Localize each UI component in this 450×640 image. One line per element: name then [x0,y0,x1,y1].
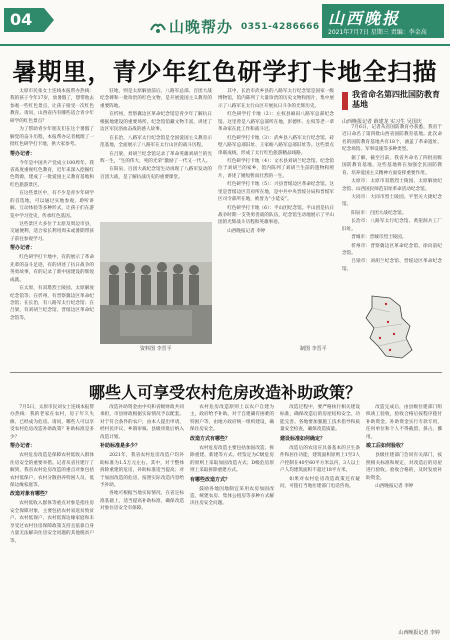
youth-group-photo [100,222,212,344]
paragraph: 为了帮助青少年朋友们在这个暑假了解党的奋斗历程，本报帮办记者梳理了一批红色研学打卡地，供大家参考。 [10,127,94,148]
story2-column-3 [190,404,274,630]
red-flag-marker [342,92,348,110]
story2-column-2 [100,404,184,630]
paragraph: 今年是中国共产党成立100周年。我省高度重视红色教育，近年来深入挖掘红色资源，建成了一批爱国主义教育基地和红色旅游景区。 [10,160,94,188]
side-story-author: 山西晚报记者 薛建龙 实习生 吴国庆 [342,119,422,125]
paragraph: 在这些景区中，有不少是青少年研学的首选地，可以通过实地参观、聆听讲解、互动体验等多种形式，让孩子们在游览中学习党史，传承红色基因。 [10,191,94,219]
page-header [0,0,450,42]
story2-credit: 山西晚报记者 李婷 [398,630,440,636]
subheading: 补助标准是多少？ [100,443,141,450]
map-caption: 制图 李晋平 [300,346,327,352]
paragraph: 吕梁市：刘胡兰纪念馆、晋绥边区革命纪念馆。 [342,259,442,272]
paragraph: 县级住建部门会同有关部门，按照相关标准和规定，对改造后的房屋进行验收。验收合格的，及时发放补助资金。 [366,453,442,481]
paragraph: 农村危房改造主要包括加固改造、拆除重建、新建等方式。经鉴定为C级危房的原则上采取加固改造方式；D级危房原则上采取拆除重建方式。 [190,445,274,474]
paragraph: 红色研学打卡地（2）：左权县麻田八路军总部纪念馆。这里曾是八路军总部所在地，彭德怀、左权等老一辈革命家在此工作和战斗过。 [218,112,334,133]
issue-date: 2021年7月7日 星期三 责编：李金高 [328,29,427,36]
paragraph: 其中，长治市武乡县的八路军太行纪念馆是国家一级博物馆，馆内陈列了大量珍贵的历史文物和图片，集中展示了八路军在太行山区开展抗日斗争的光辉历史。 [218,89,334,109]
paragraph: 阳泉市：百团大战纪念馆。 [351,210,407,216]
paragraph: 忻州市：晋察冀边区革命纪念馆、徐向前纪念馆。 [342,243,442,256]
paragraph: 改造过程中，要严格执行相关建设标准，确保改造后的房屋结构安全、功能完善。各地要加强施工技术指导和质量安全检查，确保改造质量。 [280,405,360,433]
paragraph: 长治市：八路军太行纪念馆、黄崖洞兵工厂旧址。 [342,219,442,232]
section-banner [150,16,320,37]
subheading: 建设标准如何确定？ [280,435,326,442]
paragraph: 驻地，则是太原解放前后。八路军总部、百团大战纪念碑和一批珍贵的红色文物，是开展爱国主义教育的重要阵地。 [100,89,212,109]
photo-caption: 资料图 李晋平 [140,346,172,352]
paragraph: 改造后的农房应具备基本的卫生条件和居住功能，建筑面积原则上1至3人户控制在40至60平方米以内，3人以上户人均建筑面积不超过18平方米。 [280,445,360,474]
paragraph: 鼓励各地因地制宜采用农房加固改造、统建农房、集体公租房等多种方式解决住房安全问题。 [190,486,274,507]
hands-icon [150,20,166,34]
paragraph: 山西晚报记者 李婷 [375,483,414,489]
paragraph: 各地可根据当地实际情况，在省定标准基础上，适当提高补助标准，确保改造对象住房安全有保障。 [100,491,184,512]
section-logo [150,16,233,37]
paragraph: 改造补助资金由中央和省级财政共同承担，市县财政根据实际情况予以配套。对于符合条件的农户，由本人提出申请，经村民评议、乡镇审核、县级审批后纳入改造计划。 [100,405,184,440]
section-divider [10,372,442,373]
paragraph: 红色研学打卡地中，有的展示了革命先辈的奋斗足迹，有的讲述了抗日战争的英勇故事，有的记录了新中国建设的辉煌成就。 [10,255,94,283]
paragraph: 据了解，截至目前，我省共命名了四批省级国防教育基地。这些基地将在加强全民国防教育、培养爱国主义精神方面发挥重要作用。 [342,155,442,176]
paragraph: 在吕梁，刘胡兰纪念馆记录了革命英雄刘胡兰的光辉一生，“生的伟大，死的光荣”激励了一代又一代人。 [100,151,212,164]
second-headline: 哪些人可享受农村危房改造补助政策？ [88,383,361,402]
paragraph: 红色研学打卡地（4）：文水县刘胡兰纪念馆。纪念馆位于刘胡兰的家乡，馆内陈列了刘胡兰生前的遗物和照片，讲述了她短暂而壮烈的一生。 [218,158,334,179]
paragraph: 晋城市：晋城市烈士陵园。 [351,235,407,241]
side-story-body [342,124,442,289]
side-story-header [342,90,442,110]
paragraph: 这些景区大多位于太原及周边市县，交通便利，适合家长利用周末或暑期带孩子前往参观学习。 [10,222,94,242]
subheading: 帮办记者： [10,150,36,157]
paragraph: 在阳泉，百团大战纪念馆生动再现了八路军发动的百团大战，是了解抗战历史的重要课堂。 [100,167,212,180]
paragraph: 农村危房改造原则上以农户自建为主，政府给予补助。对于自建确有困难的特困户等，由地方政府统一组织建设，确保住房安全。 [190,405,274,433]
subheading: 帮办记者： [10,245,36,252]
header-divider [0,44,450,46]
subheading: 有哪些改造方式？ [190,476,231,483]
paragraph: 2021年，我省农村危房改造户均补助标准为1.5万元左右。其中，对于整体拆除重建的危房，补助标准适当提高；对于加固改造的危房，按照实际改造内容给予补助。 [100,453,184,488]
paragraph: 太原市民张女士连线本报帮办热线：我的孩子今年17岁，放暑假了，想带他去参观一些红色景点，让孩子接受一次红色教育。请问，山西省内有哪些适合青少年研学的红色景点？ [10,89,94,124]
subheading: 帮办记者： [10,443,36,450]
paragraph: 红色研学打卡地（6）：平山团纪念馆。平山团是抗日战争时期一支英勇善战的队伍，纪念馆生动地展示了平山团的光辉战斗历程和英雄事迹。 [218,205,334,226]
paragraph: 在忻州，晋察冀边区革命纪念馆是青少年了解抗日根据地建设的重要场所。纪念馆馆藏文物丰富，讲述了边区军民浴血奋战的感人故事。 [100,112,212,133]
paragraph: 在太原，有双塔烈士陵园、太原解放纪念馆等；在忻州，有晋察冀边区革命纪念馆；在长治，有八路军太行纪念馆；在吕梁，有刘胡兰纪念馆、晋绥边区革命纪念馆等。 [10,286,94,321]
paragraph: 山西晚报记者 李婷 [227,228,266,234]
side-story-title: 我省命名第四批国防教育基地 [352,90,440,109]
paragraph: 大同市：大同市烈士陵园、平型关大捷纪念馆。 [342,194,442,208]
paragraph: 红色研学打卡地（3）：武乡县八路军太行纪念馆、砖壁八路军总部旧址、王家峪八路军总部旧址等。这些景点串联成线，形成了太行红色旅游精品线路。 [218,135,334,156]
hotline-number: 0351-4286666 [241,21,320,32]
paragraph: 改造完成后，由县级住建部门组织竣工验收，验收合格后按程序拨付补助资金。补助资金实行专款专用，任何单位和个人不得截留、挤占、挪用。 [366,405,442,440]
paragraph: 农村危房改造是保障农村低收入群体住房安全的重要举措。记者从省住建厅了解到，我省农村危房改造的重点对象包括农村低保户、农村分散供养特困人员、低保边缘家庭等。 [10,453,94,488]
paragraph: 如果对农村危房改造政策还有疑问，可拨打当地住建部门电话咨询。 [280,476,360,489]
shanxi-province-map [342,294,442,360]
paragraph: 太原市：太原市双塔烈士陵园、太原解放纪念馆、山西国民师范旧址革命活动纪念馆。 [342,179,442,192]
story2-column-1 [10,404,94,630]
newspaper-masthead [322,4,444,38]
subheading: 改造方式有哪些？ [190,435,231,442]
paragraph: 红色研学打卡地（5）：兴县晋绥边区革命纪念馆。这里是晋绥边区首府所在地，是中共中央晋绥分局和晋绥军区司令部所在地，被誉为“小延安”。 [218,182,334,203]
paragraph: 7月6日，记者从省国防教育办获悉，我省于近日命名了第四批山西省国防教育基地。此次命名的国防教育基地共有18个，涵盖了革命遗址、纪念场馆、军事设施等多种类型。 [342,125,442,153]
paragraph: 农村低收入群体等重点对象是指住房安全保障对象，主要包括农村易返贫致贫户、农村低保户、农村低保边缘家庭和未享受过农村住房保障政策支持且依靠自身力量无法解决住房安全问题的其他脱贫户等。 [10,501,94,544]
section-name: 山晚帮办 [169,18,234,36]
newspaper-brand: 山西晚报 [328,9,401,28]
subheading: 竣工后如何验收？ [366,443,407,450]
subheading: 改造对象有哪些？ [10,491,51,498]
page-number: 04 [4,8,44,32]
paragraph: 在长治，八路军太行纪念馆是全国爱国主义教育示范基地，全面展示了八路军在太行山区的战斗历程。 [100,135,212,149]
story1-column-2 [100,88,212,216]
main-headline: 暑期里，青少年红色研学打卡地全扫描 [12,58,438,86]
story2-column-5 [366,404,442,630]
story1-column-1 [10,88,94,343]
story2-column-4 [280,404,360,630]
paragraph: 7月5日，太原市民刘女士连线本报帮办热线：我的老家在农村，房子年久失修，已经成为危房。请问，哪些人可以享受农村危房改造补助政策？补助标准是多少？ [10,405,94,440]
story1-column-3 [218,88,334,343]
